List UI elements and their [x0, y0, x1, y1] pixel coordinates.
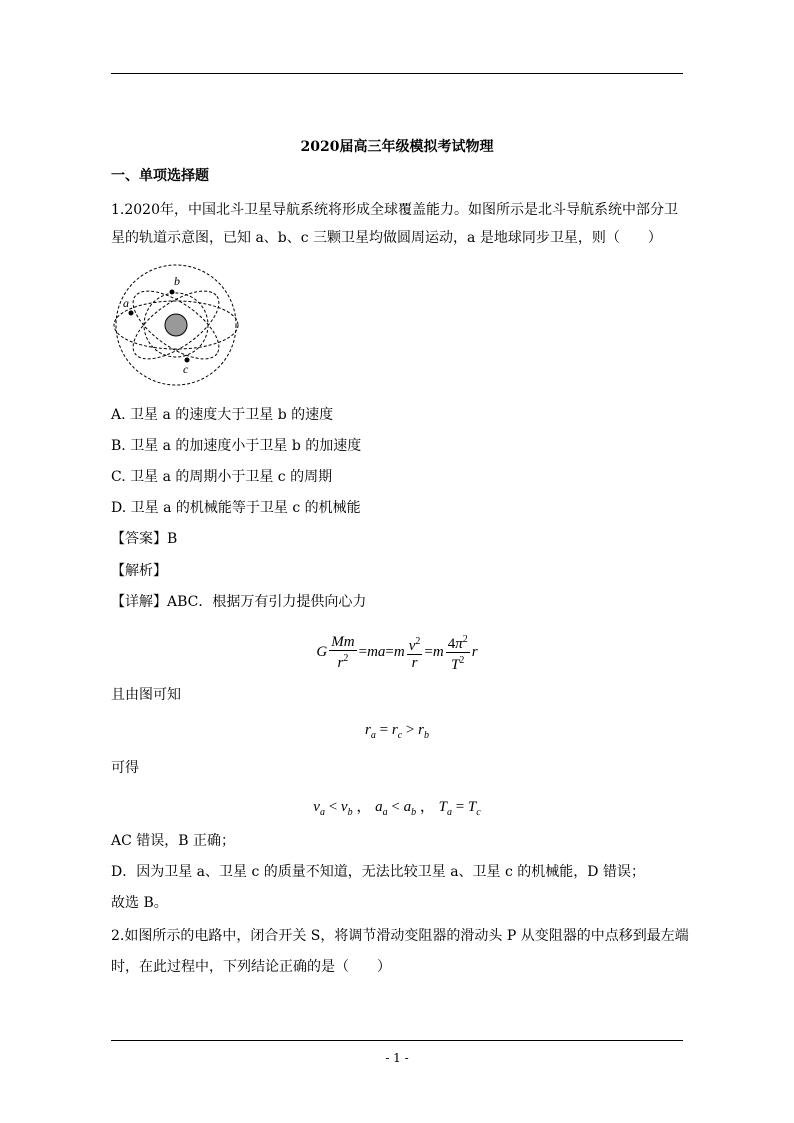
q2-stem-line1: 2.如图所示的电路中，闭合开关 S，将调节滑动变阻器的滑动头 P 从变阻器的中点移到最左端: [111, 928, 689, 944]
satellite-b-dot: [170, 290, 175, 295]
q1-option-a: A. 卫星 a 的速度大于卫星 b 的速度: [111, 407, 334, 423]
formula-radii: $r_a = r_c > r_b$: [365, 722, 429, 741]
q1-detail: 【详解】ABC．根据万有引力提供向心力: [111, 594, 367, 610]
section-heading: 一、单项选择题: [111, 168, 209, 184]
formula-gravity: G $\frac{Mm}{r^2}$ =ma=m $\frac{v^2}{r}$ =m $\frac{4\pi^2}{T^2}$ r: [316, 634, 478, 673]
label-c: c: [183, 362, 189, 376]
q1-ac-wrong: AC 错误，B 正确；: [111, 833, 236, 849]
label-b: b: [174, 274, 180, 288]
satellite-orbit-diagram: [111, 263, 243, 387]
q1-option-b: B. 卫星 a 的加速度小于卫星 b 的加速度: [111, 438, 362, 454]
q2-stem-line2: 时，在此过程中，下列结论正确的是（ ）: [111, 959, 391, 975]
q1-choose: 故选 B。: [111, 895, 168, 911]
label-a: a: [123, 296, 129, 310]
header-rule: [111, 73, 683, 74]
page-number: - 1 -: [385, 1051, 409, 1065]
q1-obtain: 可得: [111, 760, 139, 776]
q1-stem-line2: 星的轨道示意图，已知 a、b、c 三颗卫星均做圆周运动，a 是地球同步卫星，则（ ）: [111, 230, 662, 246]
page-title: 2020届高三年级模拟考试物理: [300, 139, 494, 155]
q1-d-explanation: D．因为卫星 a、卫星 c 的质量不知道，无法比较卫星 a、卫星 c 的机械能，D 错误；: [111, 864, 645, 880]
q1-from-figure: 且由图可知: [111, 687, 181, 703]
q1-option-d: D. 卫星 a 的机械能等于卫星 c 的机械能: [111, 500, 361, 516]
q1-answer: 【答案】B: [111, 531, 178, 547]
footer-rule: [111, 1040, 683, 1041]
q1-option-c: C. 卫星 a 的周期小于卫星 c 的周期: [111, 469, 333, 485]
q1-stem-line1: 1.2020年，中国北斗卫星导航系统将形成全球覆盖能力。如图所示是北斗导航系统中部分卫: [111, 202, 678, 218]
formula-results: $v_a < v_b$ ， $a_a < a_b$ ， $T_a = T_c$: [313, 799, 481, 818]
q1-analysis: 【解析】: [111, 563, 167, 579]
satellite-a-dot: [129, 311, 134, 316]
